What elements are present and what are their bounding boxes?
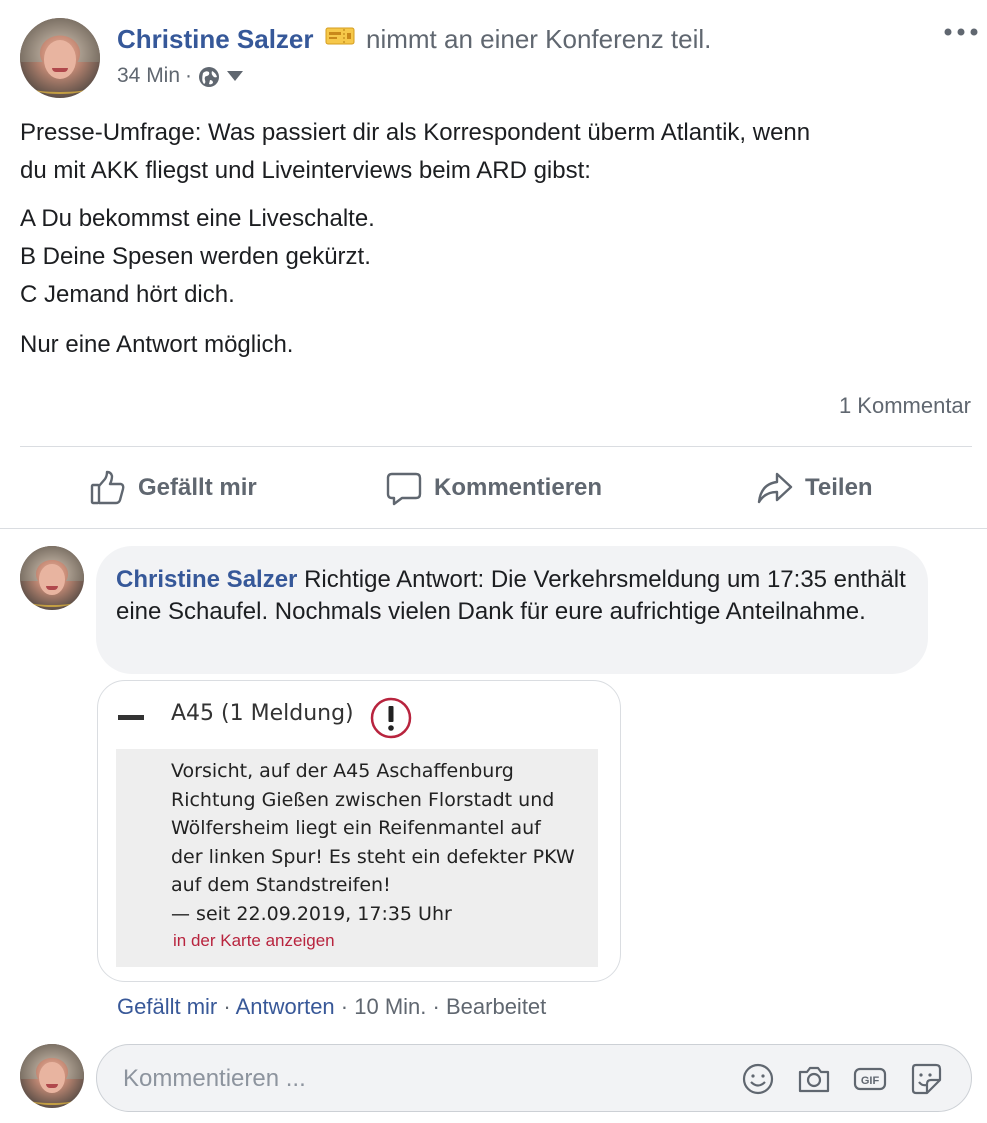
attachment-title: A45 (1 Meldung) — [171, 701, 354, 726]
comment-bubble — [96, 546, 928, 674]
meta-separator: · — [340, 994, 349, 1019]
comment-button[interactable] — [386, 468, 602, 508]
svg-text:GIF: GIF — [860, 1075, 880, 1087]
thumbs-up-icon — [90, 470, 138, 506]
post-intro-line: du mit AKK fliegst und Liveinterviews beim ARD gibst: — [20, 157, 591, 184]
comment-like-link[interactable]: Gefällt mir — [117, 994, 218, 1019]
collapse-minus-icon — [118, 715, 144, 720]
post-meta — [117, 64, 243, 88]
gif-icon[interactable] — [853, 1062, 887, 1096]
attachment-message-box — [116, 749, 598, 967]
attachment-line: — seit 22.09.2019, 17:35 Uhr — [171, 902, 452, 925]
more-dots-icon[interactable] — [944, 24, 978, 45]
attachment-line: der linken Spur! Es steht ein defekter PKW — [171, 845, 575, 868]
attachment-line: Richtung Gießen zwischen Florstadt und — [171, 788, 555, 811]
post-body — [20, 114, 970, 364]
sticker-icon[interactable] — [909, 1062, 943, 1096]
globe-icon[interactable] — [197, 64, 221, 88]
post-header-line — [117, 22, 711, 55]
meta-separator: · — [185, 64, 193, 87]
poll-option-b: B Deine Spesen werden gekürzt. — [20, 243, 371, 270]
comment-timestamp[interactable]: 10 Min. — [354, 994, 427, 1019]
comment-edited-link[interactable]: Bearbeitet — [445, 994, 547, 1019]
meta-separator: · — [223, 994, 231, 1019]
comment-text-block — [116, 564, 906, 628]
comment-count-link[interactable]: 1 Kommentar — [838, 393, 971, 418]
attachment-line: auf dem Standstreifen! — [171, 874, 391, 896]
comment-reply-link[interactable]: Antworten — [235, 994, 335, 1019]
map-link: in der Karte anzeigen — [173, 931, 335, 950]
comment-label: Kommentieren — [434, 474, 603, 501]
like-button[interactable] — [90, 468, 257, 508]
attachment-body — [171, 757, 581, 928]
commenter-avatar[interactable] — [20, 546, 84, 610]
privacy-dropdown-icon[interactable] — [227, 71, 243, 81]
meta-separator: · — [432, 994, 440, 1019]
speech-bubble-icon — [386, 470, 434, 506]
ticket-icon — [325, 22, 355, 53]
divider — [0, 528, 987, 529]
alert-exclamation-icon — [370, 697, 412, 744]
poll-option-c: C Jemand hört dich. — [20, 281, 235, 308]
post-author-link[interactable]: Christine Salzer — [117, 24, 314, 54]
post-timestamp[interactable]: 34 Min — [117, 64, 181, 87]
share-label: Teilen — [805, 474, 873, 501]
post-activity: nimmt an einer Konferenz teil. — [365, 24, 712, 54]
post-intro-line: Presse-Umfrage: Was passiert dir als Korrespondent überm Atlantik, wenn — [20, 119, 811, 146]
comment-composer[interactable] — [96, 1044, 972, 1112]
comment-attachment-image[interactable] — [97, 680, 621, 982]
comment-author-link[interactable]: Christine Salzer — [116, 566, 298, 593]
like-label: Gefällt mir — [138, 474, 257, 501]
author-avatar[interactable] — [20, 18, 100, 98]
divider — [20, 446, 972, 447]
camera-icon[interactable] — [797, 1062, 831, 1096]
share-arrow-icon — [757, 470, 805, 506]
poll-option-a: A Du bekommst eine Liveschalte. — [20, 205, 375, 232]
comment-input[interactable] — [121, 1045, 725, 1113]
attachment-line: Vorsicht, auf der A45 Aschaffenburg — [171, 760, 514, 782]
comment-text: Richtige Antwort: Die Verkehrsmeldung um 17:35 enthält eine Schaufel. Nochmals vielen Dank für eure aufrichtige Anteilnahme. — [116, 566, 906, 625]
post-footer-text: Nur eine Antwort möglich. — [20, 331, 294, 358]
share-button[interactable] — [757, 468, 873, 508]
composer-avatar — [20, 1044, 84, 1108]
comment-meta — [117, 994, 546, 1020]
emoji-icon[interactable] — [741, 1062, 775, 1096]
attachment-line: Wölfersheim liegt ein Reifenmantel auf — [171, 817, 541, 839]
